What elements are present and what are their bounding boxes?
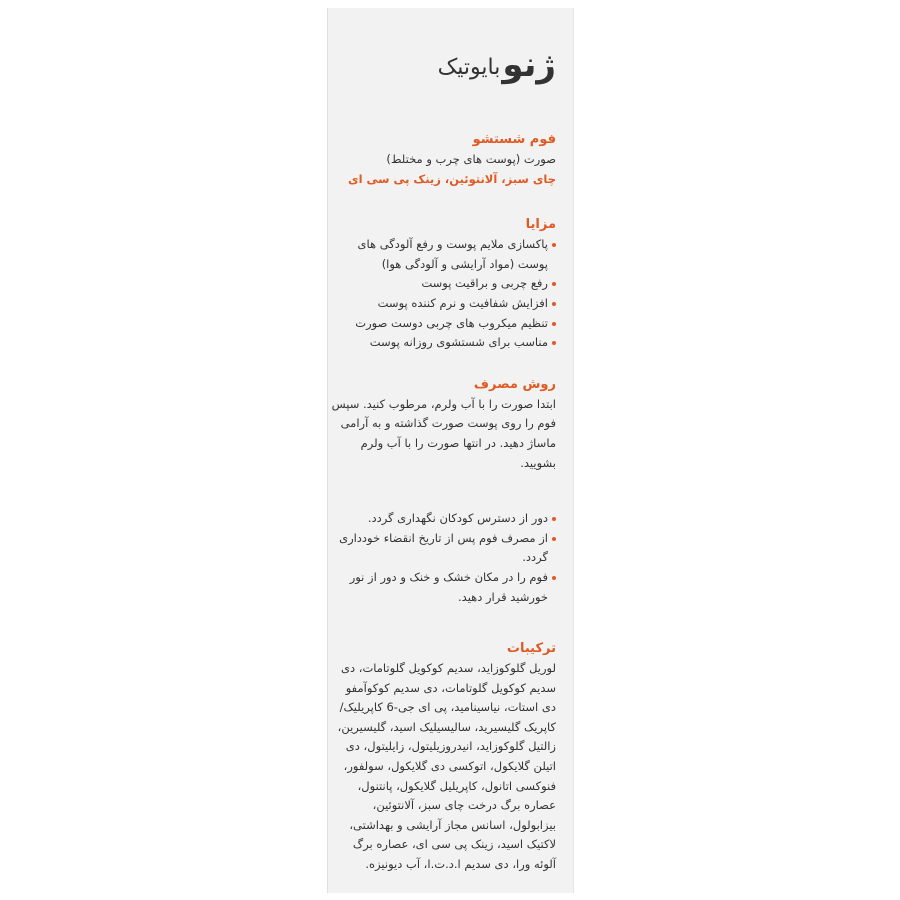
warning-item: از مصرف فوم پس از تاریخ انقضاء خودداری گردد.: [331, 529, 556, 568]
product-title: فوم شستشو: [472, 132, 556, 147]
label-content: [331, 130, 556, 875]
benefit-item: تنظیم میکروب های چربی دوست صورت: [331, 314, 556, 334]
brand-logo-sub: بایوتیک: [437, 55, 501, 80]
benefits-section: [331, 215, 556, 353]
warning-item: فوم را در مکان خشک و خنک و دور از نور خورشید قرار دهید.: [331, 568, 556, 607]
product-section: [331, 130, 556, 189]
benefits-list: [331, 235, 556, 353]
composition-heading: ترکیبات: [506, 641, 556, 657]
warning-item: دور از دسترس کودکان نگهداری گردد.: [331, 509, 556, 529]
usage-section: [331, 375, 556, 473]
brand-logo-main: ژنو: [502, 45, 556, 85]
benefit-item: افزایش شفافیت و نرم کننده پوست: [331, 294, 556, 314]
product-subtitle: صورت (پوست های چرب و مختلط): [386, 152, 556, 166]
warnings-section: [331, 509, 556, 607]
benefit-item: پاکسازی ملایم پوست و رفع آلودگی های پوست (مواد آرایشی و آلودگی هوا): [331, 235, 556, 274]
benefit-item: مناسب برای شستشوی روزانه پوست: [331, 333, 556, 353]
usage-heading: روش مصرف: [473, 376, 556, 392]
product-label-panel: [327, 8, 574, 893]
usage-text: ابتدا صورت را با آب ولرم، مرطوب کنید. سپس فوم را روی پوست صورت گذاشته و به آرامی ماساژ دهید. در انتها صورت را با آب ولرم بشویید.: [331, 396, 556, 470]
benefit-item: رفع چربی و براقیت پوست: [331, 274, 556, 294]
composition-section: [331, 639, 556, 875]
composition-text: لوریل گلوکوزاید، سدیم کوکویل گلوتامات، دی سدیم کوکویل گلوتامات، دی سدیم کوکوآمفو دی استات، نیاسینامید، پی ای جی-6 کاپریلیک/ کاپریک گلیسیرید، سالیسیلیک اسید، گلیسیرین، زالتیل گلوکوزاید، انیدروزیلیتول، زایلیتول، دی اتیلن گلایکول، اتوکسی دی گلایکول، سولفور، فنوکسی اتانول، کاپریلیل گلایکول، پانتنول، عصاره برگ درخت چای سبز، آلانتوئین، بیزابولول، اسانس مجاز آرایشی و بهداشتی، لاکتیک اسید، زینک پی سی ای، عصاره برگ آلوئه ورا، دی سدیم ا.د.ت.ا، آب دیونیزه.: [337, 661, 556, 872]
benefits-heading: مزایا: [525, 217, 556, 233]
warnings-list: [331, 509, 556, 607]
brand-logo: [438, 38, 556, 84]
product-key-ingredients: چای سبز، آلانتوئین، زینک پی سی ای: [348, 171, 556, 186]
